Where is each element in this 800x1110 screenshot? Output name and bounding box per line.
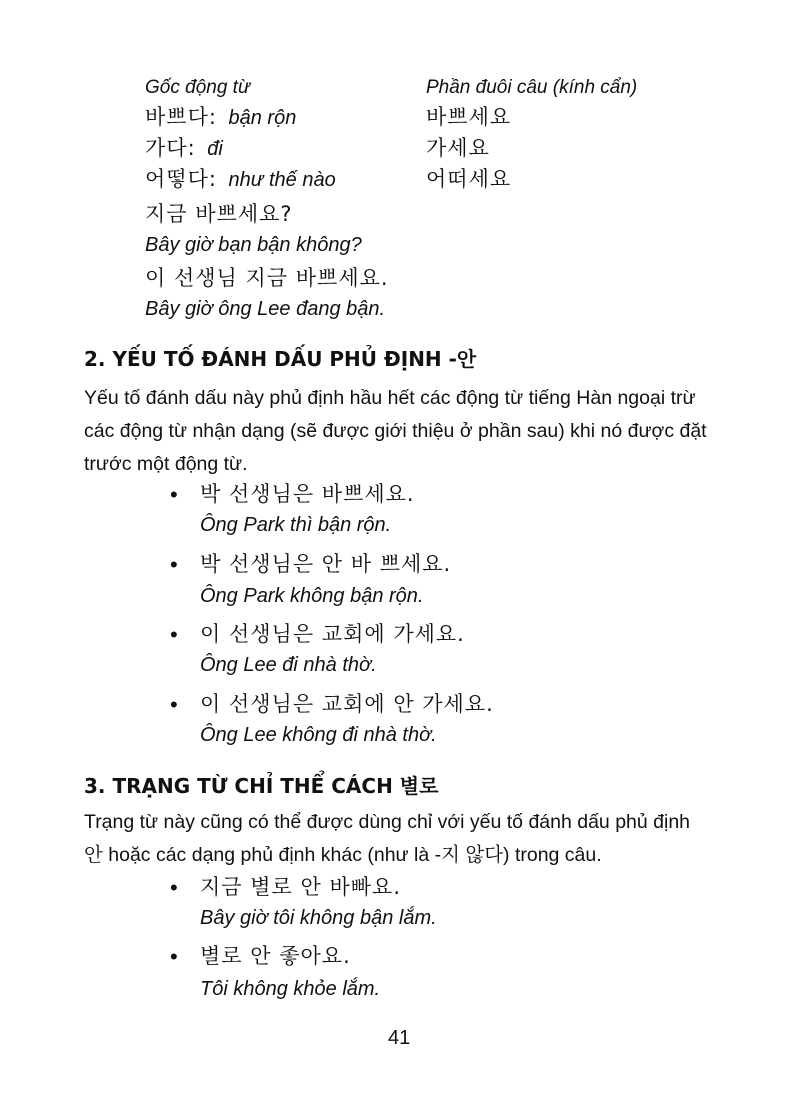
table-row [145,138,223,159]
verb-root-meaning: bận rộn [228,107,297,129]
section-3-paragraph [84,806,724,872]
example-translation: Ông Park thì bận rộn. [200,514,392,536]
bullet-icon: • [170,692,178,717]
example-translation: Ông Lee đi nhà thờ. [200,654,377,676]
example-translation: Ông Lee không đi nhà thờ. [200,724,437,746]
example-korean: 지금 바쁘세요? [145,202,293,226]
paragraph-line: các động từ nhận dạng (sẽ được giới thiệu ở phần sau) khi nó được đặt [84,420,707,442]
example-translation: Bây giờ bạn bận không? [145,234,362,256]
example-translation: Bây giờ tôi không bận lắm. [200,907,437,929]
paragraph-line: Trạng từ này cũng có thể được dùng chỉ với yếu tố đánh dấu phủ định [84,811,691,833]
bullet-icon: • [170,622,178,647]
section-2-heading: 2. YẾU TỐ ĐÁNH DẤU PHỦ ĐỊNH -안 [84,347,477,371]
example-korean: 이 선생님은 교회에 가세요. [200,622,465,646]
page-number: 41 [388,1027,411,1049]
example-korean: 이 선생님 지금 바쁘세요. [145,266,389,290]
example-translation: Tôi không khỏe lắm. [200,978,381,1000]
verb-root-korean: 가다: [145,136,196,160]
section-2-paragraph [84,382,724,481]
bullet-icon: • [170,482,178,507]
verb-root-meaning: như thế nào [228,169,336,191]
verb-root-korean: 어떻다: [145,167,217,191]
example-translation: Ông Park không bận rộn. [200,585,424,607]
paragraph-line: trước một động từ. [84,453,248,475]
example-translation: Bây giờ ông Lee đang bận. [145,298,386,320]
polite-ending: 어떠세요 [426,167,512,191]
bullet-icon: • [170,552,178,577]
table-row [145,107,296,128]
example-korean: 박 선생님은 바쁘세요. [200,482,415,506]
example-korean: 지금 별로 안 바빠요. [200,875,401,899]
example-korean: 이 선생님은 교회에 안 가세요. [200,692,494,716]
bullet-icon: • [170,875,178,900]
section-3-heading: 3. TRẠNG TỪ CHỈ THỂ CÁCH 별로 [84,774,439,798]
polite-ending: 바쁘세요 [426,105,512,129]
paragraph-line: Yếu tố đánh dấu này phủ định hầu hết các động từ tiếng Hàn ngoại trừ [84,387,696,409]
paragraph-line: 안 hoặc các dạng phủ định khác (như là -지 않다) trong câu. [84,844,602,866]
polite-ending: 가세요 [426,136,490,160]
example-korean: 박 선생님은 안 바 쁘세요. [200,552,452,576]
left-column-header: Gốc động từ [145,77,250,98]
example-korean: 별로 안 좋아요. [200,944,351,968]
bullet-icon: • [170,944,178,969]
right-column-header: Phần đuôi câu (kính cẩn) [426,77,638,98]
table-row [145,169,336,190]
verb-root-korean: 바쁘다: [145,105,217,129]
verb-root-meaning: đi [207,138,223,160]
